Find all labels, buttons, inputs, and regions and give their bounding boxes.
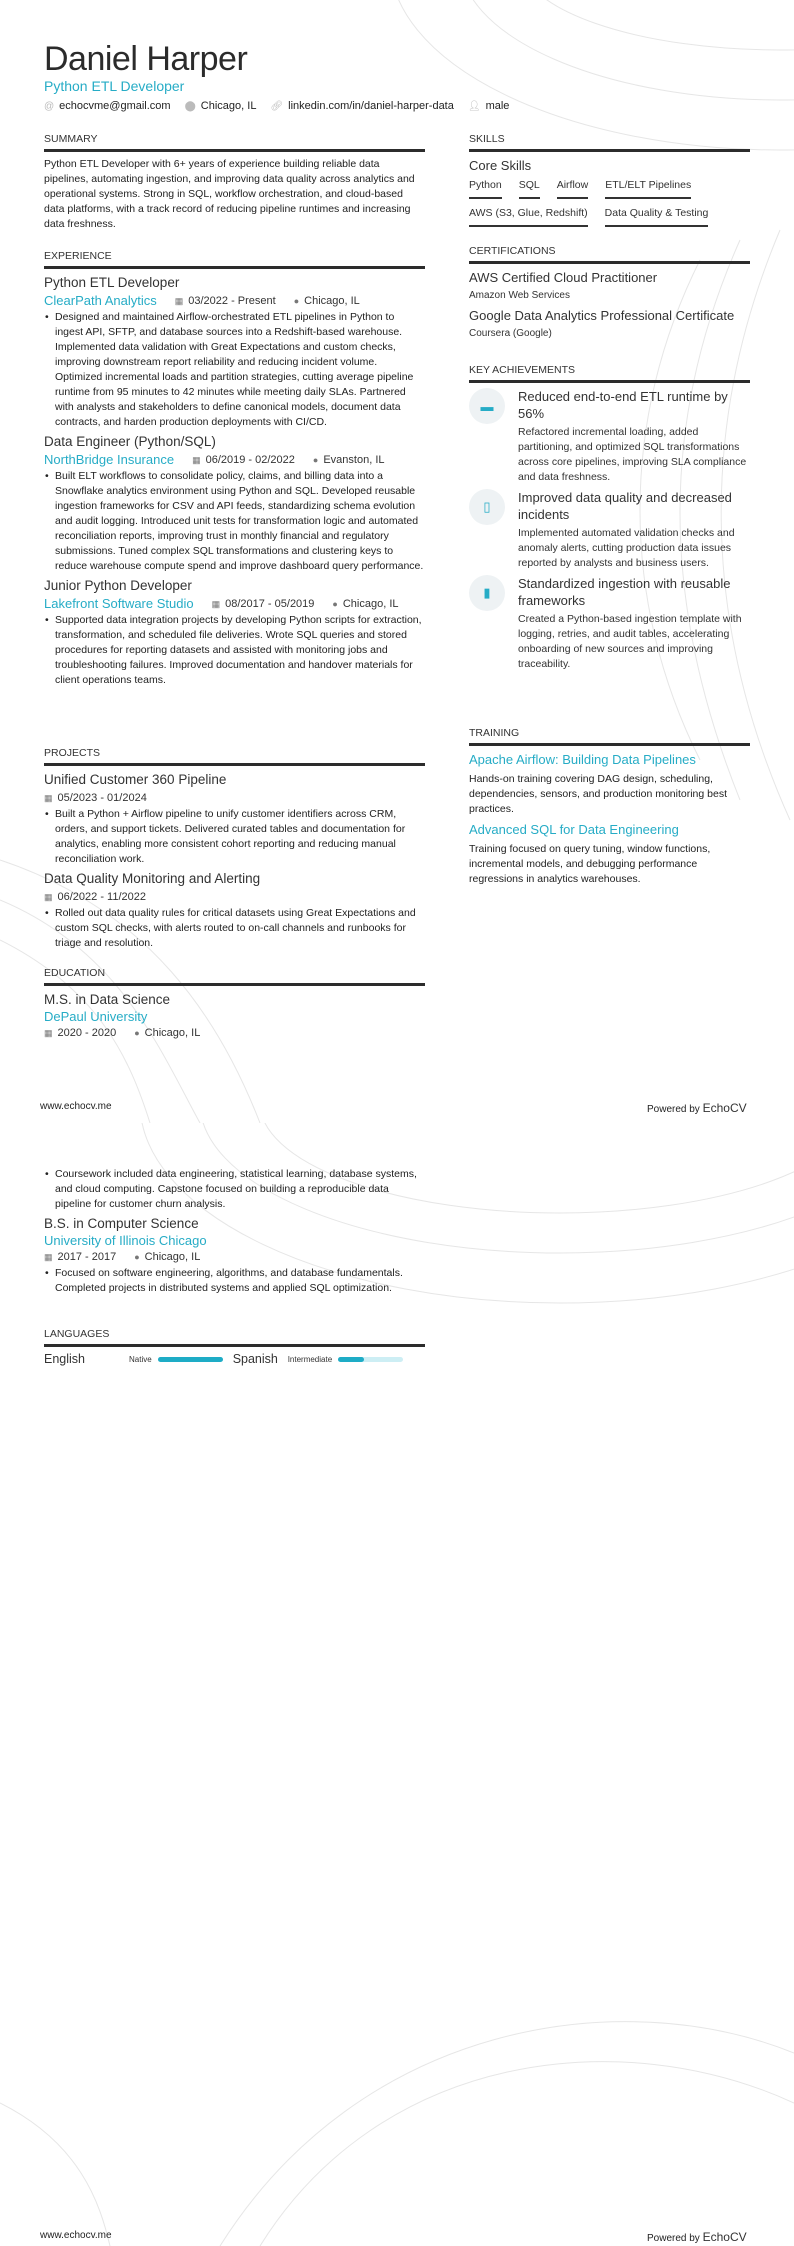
company-name: NorthBridge Insurance — [44, 452, 175, 467]
skill-tag: Python — [469, 179, 502, 199]
languages-section — [44, 1328, 425, 1366]
language-proficiency-fill — [338, 1357, 364, 1362]
location: Evanston, IL — [323, 454, 385, 466]
company-name: Lakefront Software Studio — [44, 596, 194, 611]
skill-tag: Airflow — [557, 179, 589, 199]
certifications-section — [469, 245, 750, 345]
map-marker-icon: ● — [312, 455, 319, 465]
certification-issuer: Coursera (Google) — [469, 328, 552, 339]
bullet: • Rolled out data quality rules for critical datasets using Great Expectations and custom SQL checks, with alerts routed to on-call channels and runbooks for triage and resolution. — [44, 906, 425, 951]
school-name: University of Illinois Chicago — [44, 1233, 207, 1248]
dates: 06/2022 - 11/2022 — [57, 891, 146, 903]
gender: 👤︎ male — [467, 100, 510, 112]
language-proficiency-bar — [158, 1357, 223, 1362]
section-heading: PROJECTS — [44, 747, 425, 766]
map-marker-icon: ● — [293, 296, 300, 306]
section-heading: SUMMARY — [44, 133, 425, 152]
resume-page-2 — [0, 1123, 794, 2246]
training-title: Advanced SQL for Data Engineering — [469, 822, 679, 837]
bullet: • Coursework included data engineering, statistical learning, database systems, and cloud computing. Capstone focused on building a reproducible data pipeline for customer churn analysis. — [44, 1167, 425, 1212]
section-heading: SKILLS — [469, 133, 750, 152]
school-name: DePaul University — [44, 1009, 148, 1024]
achievement-item — [469, 489, 750, 571]
bullet: • Focused on software engineering, algorithms, and database fundamentals. Completed projects in distributed systems and applied SQL optimization. — [44, 1266, 425, 1296]
comment-icon: ▬ — [469, 388, 505, 424]
skill-tag: ETL/ELT Pipelines — [605, 179, 691, 199]
map-marker-icon: ● — [332, 599, 338, 609]
experience-section — [44, 250, 425, 688]
section-heading: LANGUAGES — [44, 1328, 425, 1347]
location: Chicago, IL — [144, 1027, 201, 1039]
section-heading: EXPERIENCE — [44, 250, 425, 269]
bullet: • Designed and maintained Airflow-orchestrated ETL pipelines in Python to ingest API, SFTP, and database sources into a Redshift-based warehouse. Implemented data validation with Great Expectations and custom checks, improving downstream report reliability and reducing incident volume. Optimized incremental loads and partition strategies, cutting average pipeline runtime from 95 minutes to 42 minutes while meeting daily SLAs. Partnered with analysts and stakeholders to define canonical models, document data contracts, and harden production deployments with CI/CD. — [44, 310, 425, 430]
calendar-icon: ▦ — [44, 1028, 53, 1038]
job-title: Python ETL Developer — [44, 275, 180, 290]
calendar-icon: ▦ — [44, 793, 53, 803]
contact-row — [44, 100, 509, 112]
project-item — [44, 870, 425, 951]
achievement-title: Reduced end-to-end ETL runtime by 56% — [518, 389, 728, 421]
company-name: ClearPath Analytics — [44, 293, 157, 308]
link-icon: 🔗︎ — [270, 101, 284, 112]
dates: 2020 - 2020 — [57, 1027, 117, 1039]
summary-text: Python ETL Developer with 6+ years of experience building reliable data pipelines, automating ingestion, and improving data quality across analytics and operational systems. Strong in SQL, workflow orchestration, and cloud-based data platforms, with a track record of reducing pipeline runtimes and increasing data freshness. — [44, 158, 415, 230]
map-marker-icon: ⬤ — [184, 101, 196, 112]
bullet: • Built ELT workflows to consolidate policy, claims, and billing data into a Snowflake analytics environment using Python and SQL. Developed reusable ingestion frameworks for CSV and API feeds, standardizing schema evolution and audit logging. Introduced unit tests for transformation logic and automated reconciliation reports, improving trust in monthly financial and regulatory submissions. Tuned complex SQL transformations and clustering keys to reduce warehouse compute spend and improve dashboard query performance. — [44, 469, 425, 574]
calendar-icon: ▦ — [192, 455, 201, 465]
experience-item — [44, 577, 425, 688]
experience-item — [44, 433, 425, 574]
location: Chicago, IL — [304, 295, 360, 307]
degree: M.S. in Data Science — [44, 992, 171, 1007]
achievements-section — [469, 364, 750, 672]
location: Chicago, IL — [342, 598, 399, 610]
summary-section — [44, 133, 425, 232]
skills-section — [469, 133, 750, 227]
education-section — [44, 967, 425, 1042]
dates: 2017 - 2017 — [57, 1251, 117, 1263]
footer-powered[interactable]: Powered by EchoCV — [647, 2230, 747, 2244]
calendar-icon: ▦ — [174, 296, 184, 306]
training-desc: Hands-on training covering DAG design, scheduling, dependencies, sensors, and production monitoring best practices. — [469, 773, 727, 815]
candidate-name: Daniel Harper — [44, 40, 248, 78]
file-icon: ▮ — [469, 575, 505, 611]
project-item — [44, 771, 425, 867]
training-desc: Training focused on query tuning, window functions, incremental models, and debugging performance regressions in analytics warehouses. — [469, 843, 711, 885]
at-icon: @ — [44, 101, 55, 112]
skill-tag: SQL — [519, 179, 540, 199]
achievement-desc: Refactored incremental loading, added partitioning, and optimized SQL transformations across core pipelines, improving SLA compliance and data freshness. — [518, 426, 747, 483]
location: Chicago, IL — [144, 1251, 201, 1263]
calendar-icon: ▦ — [44, 892, 53, 902]
experience-item — [44, 274, 425, 430]
calendar-icon: ▦ — [44, 1252, 53, 1262]
certification-issuer: Amazon Web Services — [469, 290, 570, 301]
achievement-desc: Created a Python-based ingestion template with logging, retries, and audit tables, accelerating onboarding of new sources and improving traceability. — [518, 613, 742, 670]
section-heading: CERTIFICATIONS — [469, 245, 750, 264]
achievement-desc: Implemented automated validation checks and anomaly alerts, cutting production data issues reported by analysts and business users. — [518, 527, 735, 569]
dates: 08/2017 - 05/2019 — [225, 598, 315, 610]
language-name: English — [44, 1352, 85, 1366]
achievement-item — [469, 575, 750, 672]
training-section — [469, 727, 750, 887]
footer-powered[interactable]: Powered by EchoCV — [647, 1101, 747, 1115]
projects-section — [44, 747, 425, 951]
certification-name: Google Data Analytics Professional Certificate — [469, 308, 735, 323]
bullet: • Built a Python + Airflow pipeline to unify customer identifiers across CRM, orders, and support tickets. Delivered curated tables and documentation for analytics, enabling more consistent cohort reporting and reducing manual reconciliation work. — [44, 807, 425, 867]
map-marker-icon: ● — [134, 1028, 140, 1038]
project-title: Unified Customer 360 Pipeline — [44, 772, 227, 787]
map-marker-icon: ● — [134, 1252, 140, 1262]
education-section-continued — [44, 1167, 425, 1296]
language-proficiency-fill — [158, 1357, 223, 1362]
language-name: Spanish — [232, 1352, 278, 1366]
section-heading: KEY ACHIEVEMENTS — [469, 364, 750, 383]
degree: B.S. in Computer Science — [44, 1216, 199, 1231]
achievement-title: Improved data quality and decreased incidents — [518, 490, 732, 522]
linkedin-link[interactable]: 🔗︎ linkedin.com/in/daniel-harper-data — [270, 100, 454, 112]
language-level: Intermediate — [287, 1354, 333, 1364]
job-title: Data Engineer (Python/SQL) — [44, 434, 216, 449]
project-title: Data Quality Monitoring and Alerting — [44, 871, 261, 886]
section-heading: TRAINING — [469, 727, 750, 746]
email[interactable]: @ echocvme@gmail.com — [44, 100, 171, 112]
section-heading: EDUCATION — [44, 967, 425, 986]
dates: 05/2023 - 01/2024 — [57, 792, 147, 804]
user-icon: 👤︎ — [467, 101, 481, 112]
achievement-item — [469, 388, 750, 485]
job-title: Junior Python Developer — [44, 578, 192, 593]
footer-site-link[interactable]: www.echocv.me — [40, 1101, 112, 1112]
dates: 03/2022 - Present — [188, 295, 276, 307]
achievement-title: Standardized ingestion with reusable frameworks — [518, 576, 731, 608]
candidate-title: Python ETL Developer — [44, 78, 185, 94]
skill-tag: Data Quality & Testing — [605, 207, 709, 227]
skill-tag: AWS (S3, Glue, Redshift) — [469, 207, 588, 227]
mobile-icon: ▯ — [469, 489, 505, 525]
skill-group-title: Core Skills — [469, 158, 532, 173]
location: ⬤ Chicago, IL — [184, 100, 257, 112]
calendar-icon: ▦ — [211, 599, 221, 609]
language-level: Native — [129, 1354, 152, 1364]
language-proficiency-bar — [338, 1357, 403, 1362]
footer-site-link[interactable]: www.echocv.me — [40, 2230, 112, 2241]
certification-name: AWS Certified Cloud Practitioner — [469, 270, 658, 285]
bullet: • Supported data integration projects by developing Python scripts for extraction, transformation, and scheduled file deliveries. Wrote SQL queries and stored procedures for reporting datasets and assisted with monitoring jobs and troubleshooting failures. Improved documentation and handover materials for client operations teams. — [44, 613, 425, 688]
dates: 06/2019 - 02/2022 — [205, 454, 295, 466]
training-title: Apache Airflow: Building Data Pipelines — [469, 752, 696, 767]
